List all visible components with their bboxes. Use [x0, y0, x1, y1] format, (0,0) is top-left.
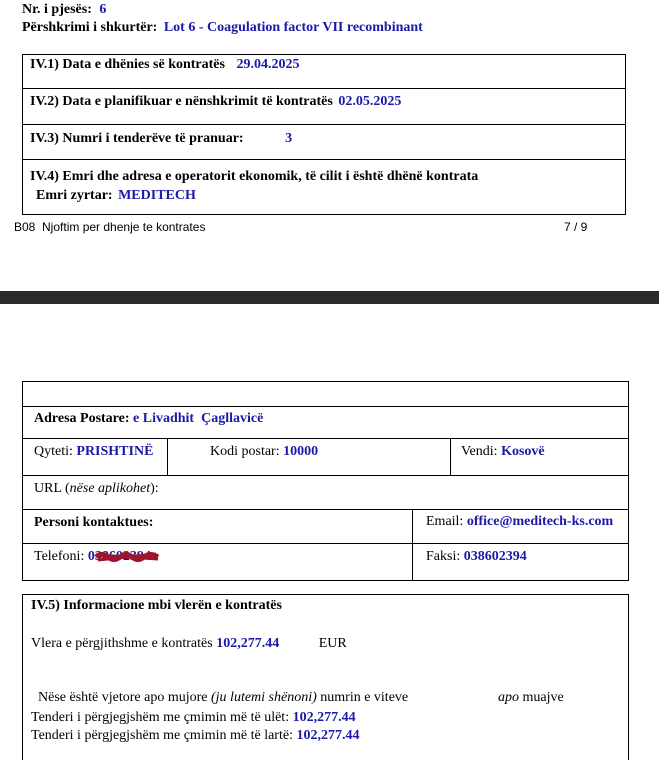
duration-months	[491, 674, 564, 706]
lot-number	[22, 2, 106, 18]
short-description-value: Lot 6 - Coagulation factor VII recombinant	[163, 20, 423, 35]
highest-tender-row	[31, 728, 359, 744]
duration-note: (ju lutemi shënoni)	[211, 690, 317, 705]
country-cell	[461, 444, 545, 460]
url-note: nëse aplikohet	[69, 481, 151, 496]
operator-row	[30, 169, 478, 185]
postal-address-row	[34, 411, 263, 427]
fax-label: Faksi:	[426, 549, 461, 564]
highest-tender-label: Tenderi i përgjegjshëm me çmimin më të lartë:	[31, 728, 293, 743]
postal-address-value: e Livadhit Çagllavicë	[133, 411, 264, 426]
fax-value: 038602394	[463, 549, 527, 564]
award-date-row	[30, 57, 299, 73]
total-value: 102,277.44	[216, 636, 280, 651]
row-divider	[22, 543, 629, 544]
short-description-label: Përshkrimi i shkurtër:	[22, 20, 158, 35]
tenders-count-label: IV.3) Numri i tenderëve të pranuar:	[30, 131, 244, 146]
col-divider	[167, 438, 168, 475]
highest-tender-value: 102,277.44	[296, 728, 360, 743]
phone-label: Telefoni:	[34, 549, 85, 564]
tenders-count-row	[30, 131, 292, 147]
row-divider	[22, 124, 626, 125]
duration-months-label: muajve	[519, 690, 564, 705]
page-break	[0, 291, 659, 304]
row-divider	[22, 438, 629, 439]
official-name-row	[36, 188, 196, 204]
short-description	[22, 20, 423, 36]
lowest-tender-row	[31, 710, 356, 726]
total-value-label: Vlera e përgjithshme e kontratës	[31, 636, 213, 651]
lowest-tender-label: Tenderi i përgjegjshëm me çmimin më të ulët:	[31, 710, 290, 725]
email-value: office@meditech-ks.com	[466, 514, 614, 529]
fax-cell	[426, 549, 527, 565]
postal-code-label: Kodi postar:	[210, 444, 280, 459]
row-divider	[22, 88, 626, 89]
operator-label: IV.4) Emri dhe adresa e operatorit ekonomik, të cilit i është dhënë kontrata	[30, 169, 479, 184]
phone-value: 038602394	[87, 549, 151, 564]
signing-date-label: IV.2) Data e planifikuar e nënshkrimit të kontratës	[30, 94, 333, 109]
duration-prefix: Nëse është vjetore apo mujore	[38, 690, 211, 705]
row-divider	[22, 406, 629, 407]
award-date-value: 29.04.2025	[236, 57, 300, 72]
duration-years-label: numrin e viteve	[316, 690, 409, 705]
country-value: Kosovë	[501, 444, 545, 459]
duration-or: apo	[498, 690, 519, 705]
url-label-end: ):	[150, 481, 159, 496]
city-cell	[34, 444, 153, 460]
contact-person-label: Personi kontaktues:	[34, 515, 154, 530]
city-label: Qyteti:	[34, 444, 73, 459]
phone-cell	[34, 549, 151, 565]
url-label: URL (	[34, 481, 70, 496]
email-cell	[426, 514, 613, 530]
col-divider	[450, 438, 451, 475]
award-date-label: IV.1) Data e dhënies së kontratës	[30, 57, 225, 72]
row-divider	[22, 159, 626, 160]
signing-date-value: 02.05.2025	[338, 94, 402, 109]
postal-code-cell	[210, 444, 318, 460]
page-number: 7 / 9	[564, 220, 588, 234]
official-name-value: MEDITECH	[118, 188, 196, 203]
currency: EUR	[318, 636, 347, 651]
url-row	[34, 481, 159, 497]
email-label: Email:	[426, 514, 464, 529]
page-footer-title: B08 Njoftim per dhenje te kontrates	[14, 220, 206, 234]
row-divider	[22, 509, 629, 510]
official-name-label: Emri zyrtar:	[36, 188, 113, 203]
contract-value-title: IV.5) Informacione mbi vlerën e kontratës	[31, 598, 282, 613]
city-value: PRISHTINË	[76, 444, 154, 459]
postal-code-value: 10000	[283, 444, 319, 459]
country-label: Vendi:	[461, 444, 498, 459]
total-value-row	[31, 636, 347, 652]
row-divider	[22, 475, 629, 476]
duration-row	[31, 674, 408, 706]
redaction-scribble	[94, 551, 162, 563]
postal-address-label: Adresa Postare:	[34, 411, 130, 426]
col-divider	[412, 509, 413, 581]
signing-date-row	[30, 94, 401, 110]
phone-redacted	[88, 549, 151, 565]
lot-number-label: Nr. i pjesës:	[22, 2, 92, 17]
tenders-count-value: 3	[285, 131, 293, 146]
lot-number-value: 6	[99, 2, 107, 17]
lowest-tender-value: 102,277.44	[292, 710, 356, 725]
